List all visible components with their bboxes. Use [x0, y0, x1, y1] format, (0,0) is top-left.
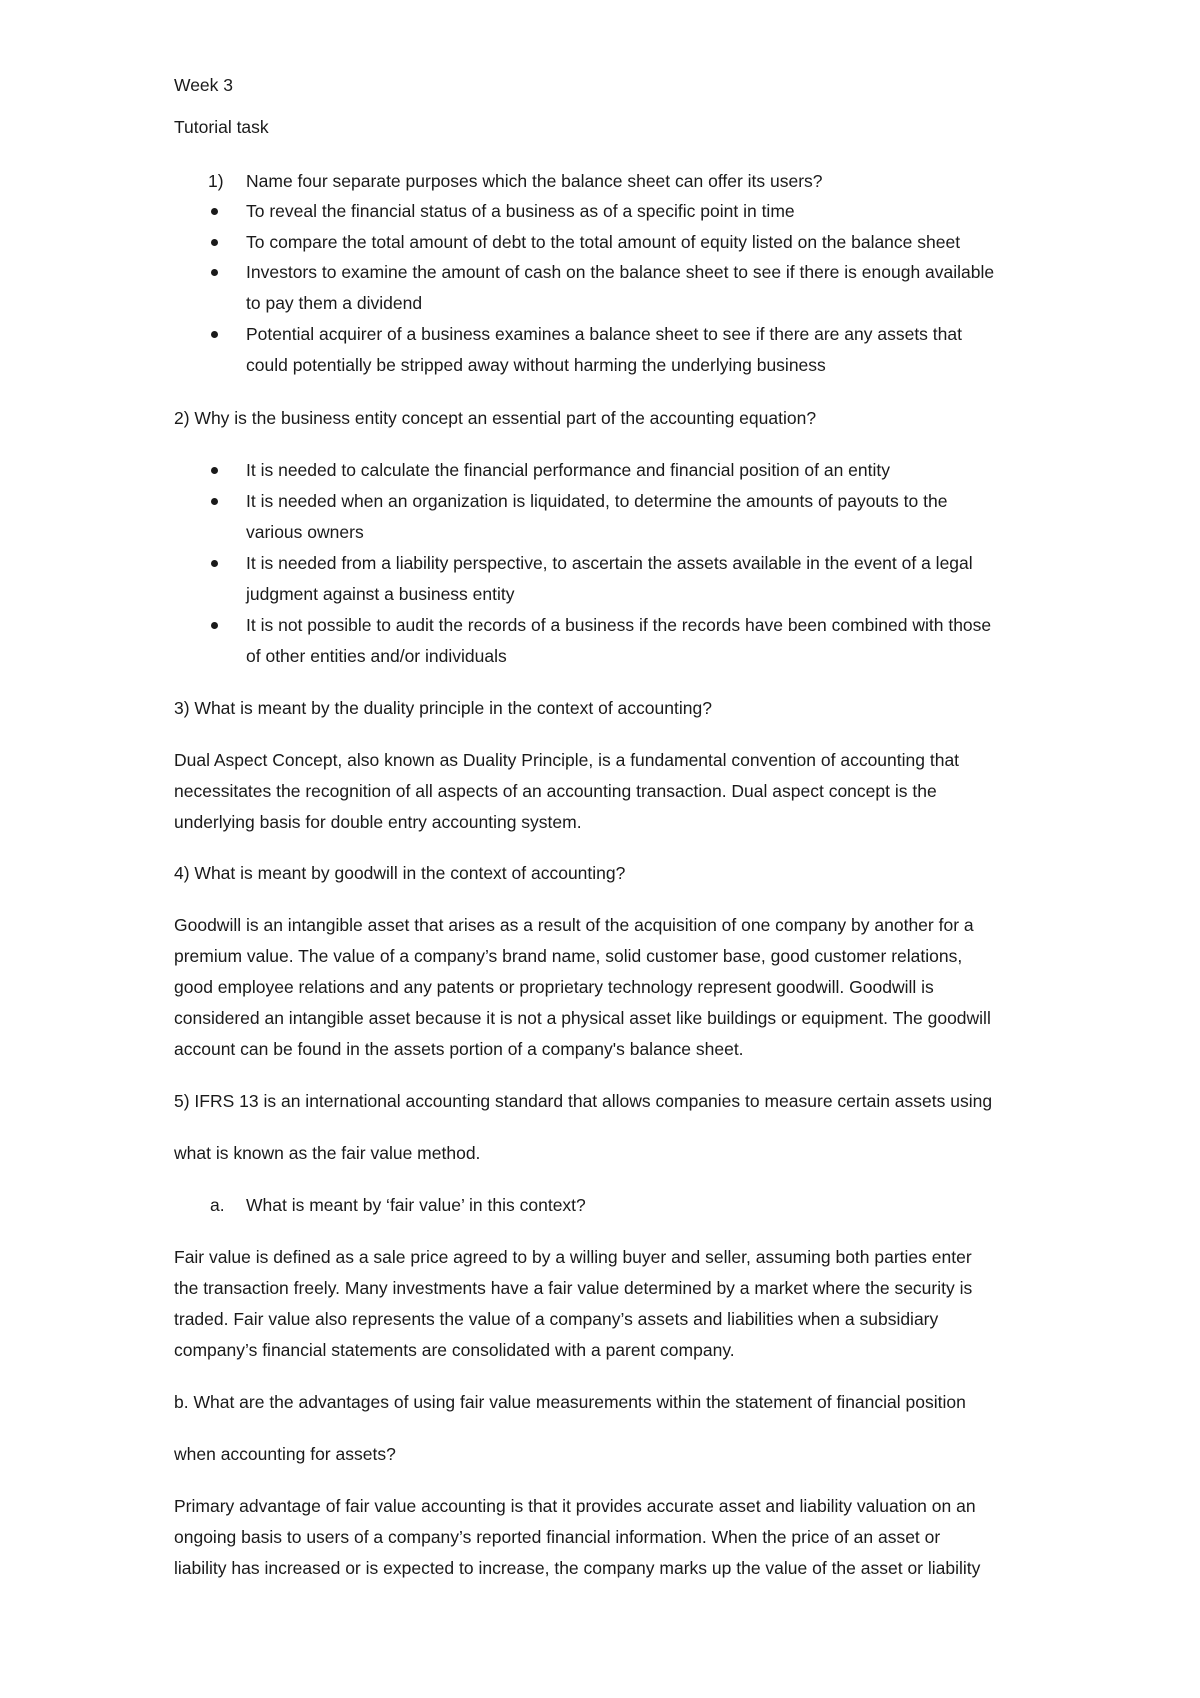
bullet-icon [211, 560, 218, 567]
tutorial-subtitle: Tutorial task [174, 117, 269, 137]
q4-answer-line-5: account can be found in the assets portion of a company's balance sheet. [174, 1039, 744, 1059]
q2-bullet-3-line-1: It is needed from a liability perspective, to ascertain the assets available in the event of a legal [246, 553, 973, 573]
q4-answer-line-3: good employee relations and any patents or proprietary technology represent goodwill. Goodwill is [174, 977, 934, 997]
bullet-icon [211, 622, 218, 629]
q3-answer-line-2: necessitates the recognition of all aspects of an accounting transaction. Dual aspect concept is the [174, 781, 937, 801]
q2-bullet-2-line-1: It is needed when an organization is liquidated, to determine the amounts of payouts to the [246, 491, 948, 511]
q5a-answer-line-2: the transaction freely. Many investments have a fair value determined by a market where the security is [174, 1278, 973, 1298]
bullet-icon [211, 208, 218, 215]
q2-bullet-3-line-2: judgment against a business entity [246, 584, 515, 604]
q5a-answer-line-1: Fair value is defined as a sale price agreed to by a willing buyer and seller, assuming both parties enter [174, 1247, 972, 1267]
q1-bullet-2: To compare the total amount of debt to the total amount of equity listed on the balance sheet [246, 232, 961, 252]
q4-answer-line-4: considered an intangible asset because it is not a physical asset like buildings or equipment. The goodwill [174, 1008, 991, 1028]
q2-bullet-2-line-2: various owners [246, 522, 364, 542]
q5b-question-line-2: when accounting for assets? [174, 1444, 396, 1464]
q5a-marker: a. [210, 1195, 225, 1215]
q3-question: 3) What is meant by the duality principle in the context of accounting? [174, 698, 712, 718]
q4-answer-line-2: premium value. The value of a company’s brand name, solid customer base, good customer relations, [174, 946, 963, 966]
q5b-answer-line-1: Primary advantage of fair value accounting is that it provides accurate asset and liability valuation on an [174, 1496, 976, 1516]
q4-answer-line-1: Goodwill is an intangible asset that arises as a result of the acquisition of one company by another for a [174, 915, 974, 935]
q1-bullet-3-line-2: to pay them a dividend [246, 293, 423, 313]
week-title: Week 3 [174, 75, 234, 95]
q5-intro-line-2: what is known as the fair value method. [174, 1143, 481, 1163]
q1-bullet-4-line-1: Potential acquirer of a business examines a balance sheet to see if there are any assets that [246, 324, 962, 344]
q3-answer-line-3: underlying basis for double entry accounting system. [174, 812, 582, 832]
bullet-icon [211, 331, 218, 338]
q2-bullet-1: It is needed to calculate the financial performance and financial position of an entity [246, 460, 891, 480]
q5a-question: What is meant by ‘fair value’ in this context? [246, 1195, 586, 1215]
q2-question: 2) Why is the business entity concept an essential part of the accounting equation? [174, 408, 817, 428]
q5a-answer-line-4: company’s financial statements are consolidated with a parent company. [174, 1340, 735, 1360]
bullet-icon [211, 498, 218, 505]
q2-bullet-4-line-1: It is not possible to audit the records of a business if the records have been combined with those [246, 615, 992, 635]
q5-intro-line-1: 5) IFRS 13 is an international accounting standard that allows companies to measure certain assets using [174, 1091, 993, 1111]
q3-answer-line-1: Dual Aspect Concept, also known as Duality Principle, is a fundamental convention of accounting that [174, 750, 960, 770]
q1-bullet-1: To reveal the financial status of a business as of a specific point in time [246, 201, 795, 221]
q5b-answer-line-2: ongoing basis to users of a company’s reported financial information. When the price of an asset or [174, 1527, 941, 1547]
q1-number: 1) [208, 171, 224, 191]
q4-question: 4) What is meant by goodwill in the context of accounting? [174, 863, 626, 883]
q1-bullet-3-line-1: Investors to examine the amount of cash on the balance sheet to see if there is enough available [246, 262, 995, 282]
bullet-icon [211, 239, 218, 246]
q5b-answer-line-3: liability has increased or is expected to increase, the company marks up the value of the asset or liability [174, 1558, 981, 1578]
bullet-icon [211, 467, 218, 474]
bullet-icon [211, 269, 218, 276]
q1-question: Name four separate purposes which the balance sheet can offer its users? [246, 171, 823, 191]
q1-bullet-4-line-2: could potentially be stripped away without harming the underlying business [246, 355, 826, 375]
q2-bullet-4-line-2: of other entities and/or individuals [246, 646, 507, 666]
q5a-answer-line-3: traded. Fair value also represents the value of a company’s assets and liabilities when a subsidiary [174, 1309, 939, 1329]
q5b-question-line-1: b. What are the advantages of using fair value measurements within the statement of financial position [174, 1392, 966, 1412]
